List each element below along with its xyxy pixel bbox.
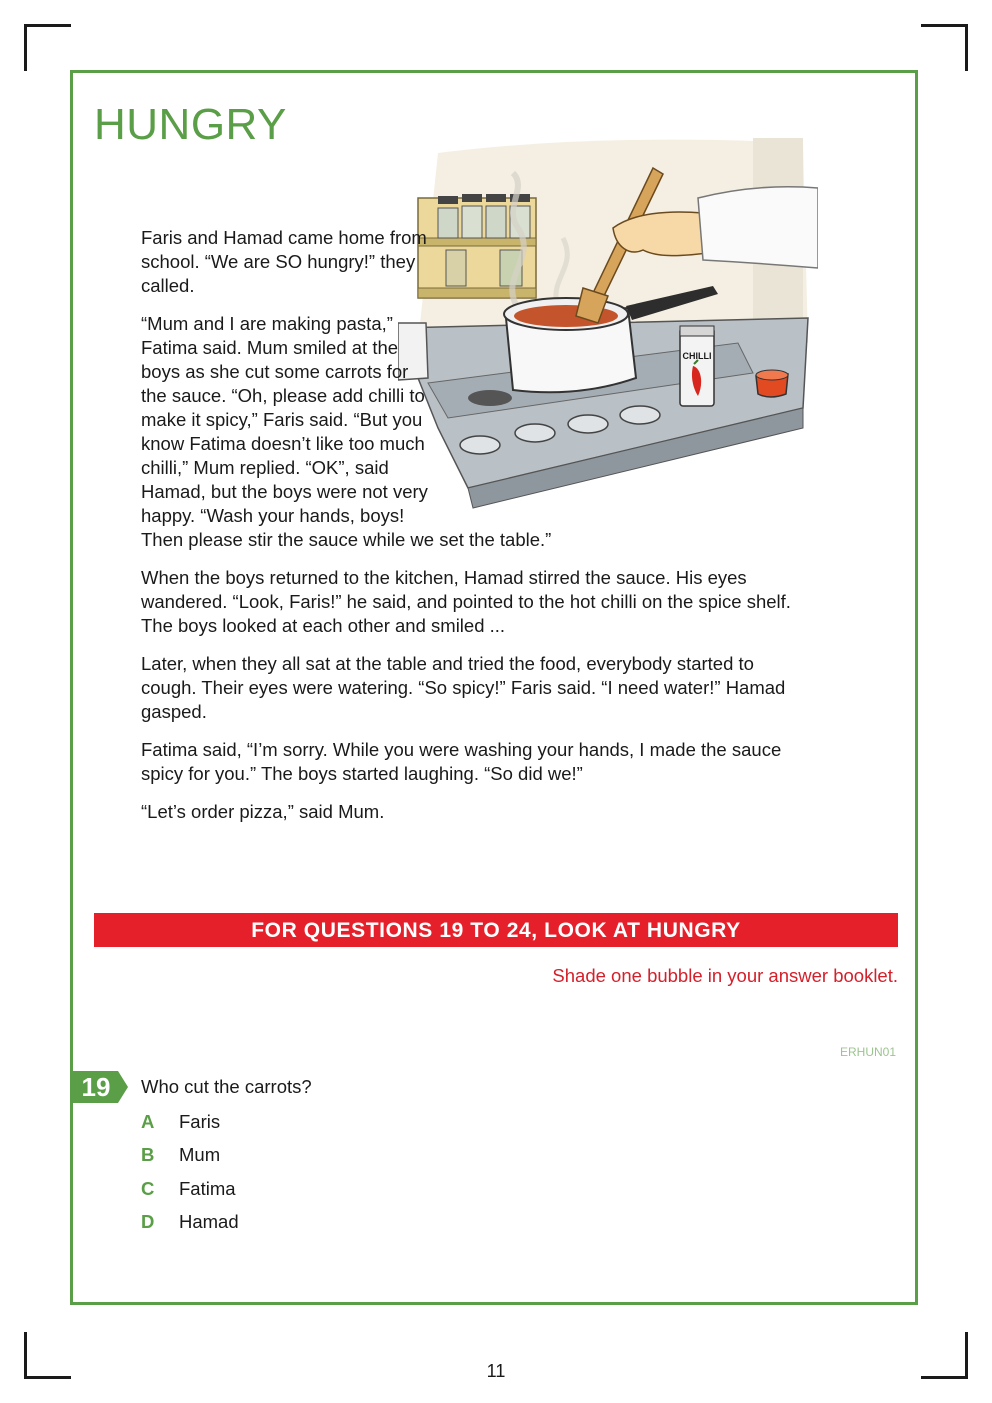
option-text: Mum	[179, 1144, 221, 1165]
questions-banner: FOR QUESTIONS 19 TO 24, LOOK AT HUNGRY	[94, 913, 898, 947]
chilli-jar-label: CHILLI	[682, 351, 712, 361]
story-paragraph: When the boys returned to the kitchen, Hamad stirred the sauce. His eyes wandered. “Look, Faris!” he said, and pointed to the hot chilli on the spice shelf. The boys looked at each other and smiled ...	[141, 567, 791, 636]
answer-instruction: Shade one bubble in your answer booklet.	[552, 965, 898, 986]
answer-option-d	[141, 1211, 239, 1233]
illustration-space	[436, 226, 801, 516]
option-letter: D	[141, 1211, 155, 1232]
story-paragraph: Fatima said, “I’m sorry. While you were washing your hands, I made the sauce spicy for you.” The boys started laughing. “So did we!”	[141, 739, 782, 784]
story-paragraph: “Let’s order pizza,” said Mum.	[141, 801, 385, 822]
option-text: Hamad	[179, 1211, 239, 1232]
answer-option-c	[141, 1178, 236, 1200]
option-letter: B	[141, 1144, 155, 1165]
story-text	[141, 226, 801, 838]
option-letter: A	[141, 1111, 155, 1132]
answer-option-b	[141, 1144, 220, 1166]
option-text: Faris	[179, 1111, 221, 1132]
option-text: Fatima	[179, 1178, 236, 1199]
crop-mark-top-right-h	[921, 24, 968, 27]
answer-option-a	[141, 1111, 220, 1133]
question-text: Who cut the carrots?	[141, 1076, 312, 1097]
crop-mark-top-left-v	[24, 24, 27, 71]
page-title: HUNGRY	[94, 100, 287, 149]
story-paragraph: Later, when they all sat at the table and tried the food, everybody started to cough. Their eyes were watering. “So spicy!” Faris said. “I need water!” Hamad gasped.	[141, 653, 786, 722]
crop-mark-top-left-h	[24, 24, 71, 27]
story-paragraph: Faris and Hamad came home from school. “We are SO hungry!” they called.	[141, 227, 427, 296]
page-number: 11	[486, 1361, 506, 1381]
item-code: ERHUN01	[839, 1045, 896, 1059]
crop-mark-top-right-v	[965, 24, 968, 71]
option-letter: C	[141, 1178, 155, 1199]
question-number: 19	[81, 1072, 111, 1102]
story-paragraph: “Mum and I are making pasta,” Fatima said. Mum smiled at the boys as she cut some carrots for the sauce. “Oh, please add chilli to make it spicy,” Faris said. “But you know Fatima doesn’t like too much chilli,” Mum replied. “OK”, said Hamad, but the boys were not very happy. “Wash your hands, boys! Then please stir the sauce while we set the table.”	[141, 313, 552, 550]
